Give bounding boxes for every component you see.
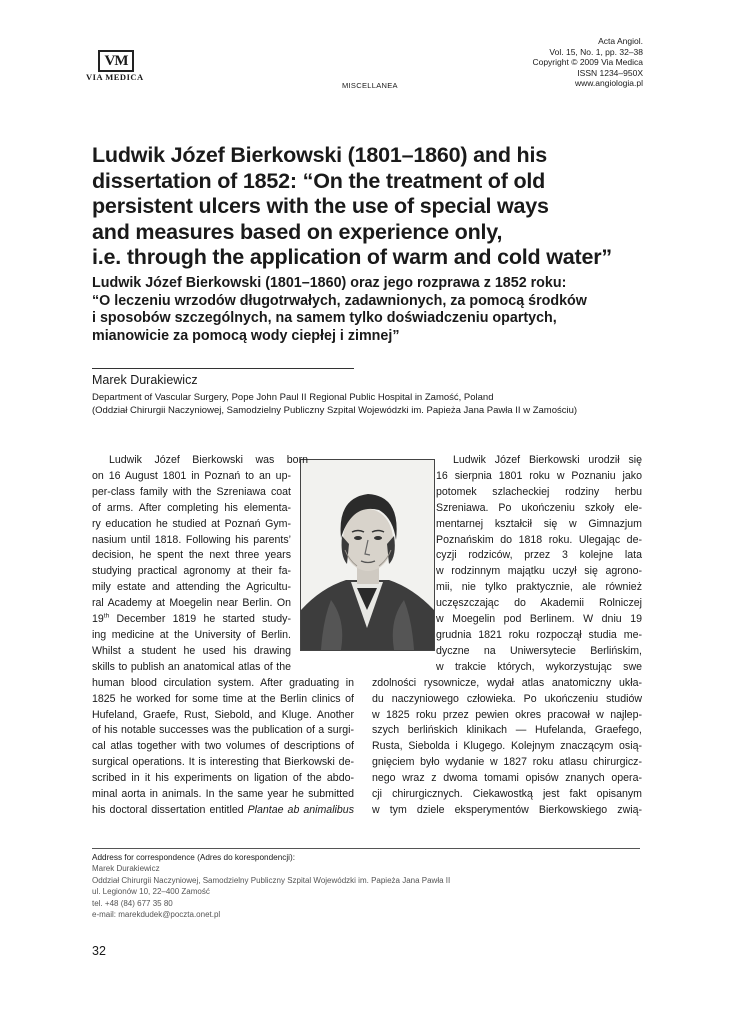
text-line: scribed in it his experiments on ligation of the abdo- <box>92 772 354 785</box>
title-line: mianowicie za pomocą wody ciepłej i zimnej” <box>92 327 400 344</box>
text-line: w Moegelin pod Berlinem. W dniu 19 <box>436 613 642 626</box>
correspondence-line: Marek Durakiewicz <box>92 864 160 874</box>
text-line: human blood circulation system. After graduating in <box>92 676 354 689</box>
text-line: cyzji rodziców, przez 3 kolejne lata <box>436 549 642 562</box>
text-line: w rodzinnym majątku uczył się agrono- <box>436 565 642 578</box>
page-number: 32 <box>92 944 106 958</box>
publisher-logo: VM <box>98 50 134 72</box>
text-line: du naczyniowego człowieka. Po ukończeniu studiów <box>372 692 642 705</box>
publisher-name: VIA MEDICA <box>86 72 144 82</box>
journal-url[interactable]: www.angiologia.pl <box>574 78 643 89</box>
correspondence-line: tel. +48 (84) 677 35 80 <box>92 898 173 908</box>
ordinal-suffix: th <box>103 612 110 620</box>
title-line: and measures based on experience only, <box>92 219 503 244</box>
text-line: gnięciem było wydanie w 1827 roku atlasu chirurgicz- <box>372 756 642 769</box>
text-line: Hufeland, Graefe, Rust, Siebold, and Kluge. Another <box>92 708 354 721</box>
correspondence-email[interactable]: e-mail: marekdudek@poczta.onet.pl <box>92 910 221 920</box>
text-line: uczęszczając do Akademii Rolniczej <box>436 597 642 610</box>
text-line: cal atlas together with two volumes of descriptions of <box>92 740 354 753</box>
affiliation <box>92 392 652 417</box>
journal-line: Vol. 15, No. 1, pp. 32–38 <box>549 46 643 57</box>
text-line: potomek szlacheckiej rodziny herbu <box>436 485 642 498</box>
text-line: mii, nie tylko praktycznie, ale również <box>436 581 642 594</box>
title-line: i.e. through the application of warm and cold water” <box>92 245 612 269</box>
text-line: mentarnej kształcił się w Gimnazjum <box>436 517 642 530</box>
author-divider <box>92 368 354 369</box>
date-day: 19 <box>92 613 104 626</box>
title-line: i sposobów szczególnych, na samem tylko doświadczeniu opartych, <box>92 310 557 326</box>
author-name: Marek Durakiewicz <box>92 373 198 387</box>
text-line: szych berlińskich klinikach — Hufelanda, Graefego, <box>372 724 642 737</box>
journal-line: Copyright © 2009 Via Medica <box>532 57 643 68</box>
journal-line: Acta Angiol. <box>598 36 643 46</box>
article-title-polish <box>92 275 652 345</box>
text-line: grudnia 1821 roku rozpoczął studia me- <box>436 628 642 641</box>
text-line: on 16 August 1801 in Poznań to an up- <box>92 469 291 482</box>
correspondence-line: ul. Legionów 10, 22–400 Zamość <box>92 887 210 897</box>
text-line: ing medicine at the University of Berlin. <box>92 628 291 641</box>
text-line: 1825 he worked for some time at the Berlin clinics of <box>92 692 354 705</box>
title-line: persistent ulcers with the use of special ways <box>92 194 549 218</box>
correspondence-divider <box>92 848 640 849</box>
text-line: ry education he studied at Poznań Gym- <box>92 517 291 530</box>
text-line: ral Academy at Moegelin near Berlin. On <box>92 597 291 610</box>
text-line: Rusta, Siebolda i Klugego. Kolejnym znaczącym osią- <box>372 740 642 753</box>
text-line: nego wraz z dwoma tomami opisów znanych opera- <box>372 772 642 785</box>
text-line <box>92 612 291 628</box>
correspondence-heading: Address for correspondence (Adres do korespondencji): <box>92 853 295 862</box>
text-line: Szreniawa. Po ukończeniu szkoły ele- <box>436 501 642 514</box>
text-line: of his notable successes was the publication of a surgi- <box>92 724 354 737</box>
journal-line: ISSN 1234–950X <box>577 67 643 78</box>
text-line: Ludwik Józef Bierkowski urodził się <box>453 454 642 466</box>
correspondence-block <box>92 852 450 920</box>
text-line: mily estate and attending the Agricultu- <box>92 581 291 594</box>
text-line: Whilst a student he used his drawing <box>92 644 291 657</box>
italic-title: Plantae ab animalibus <box>247 803 354 816</box>
title-line: Ludwik Józef Bierkowski (1801–1860) and his <box>92 143 548 167</box>
affiliation-line: Department of Vascular Surgery, Pope John Paul II Regional Public Hospital in Zamość, Poland <box>92 392 494 403</box>
text-line: 16 sierpnia 1801 roku w Poznaniu jako <box>436 469 642 482</box>
title-line: “O leczeniu wrzodów długotrwałych, zadawnionych, za pomocą środków <box>92 292 587 309</box>
text-line: minal aorta in animals. In the same year he submitted <box>92 788 354 801</box>
text-line: studying practical agronomy at their fa- <box>92 565 291 578</box>
text-line: dyczne na Uniwersytecie Berlińskim, <box>436 644 642 657</box>
text-line: Ludwik Józef Bierkowski was born <box>109 454 308 466</box>
text-line: w 1825 roku przez pewien okres pracował w najlep- <box>372 708 642 721</box>
article-title-english <box>92 143 672 271</box>
text-fragment: December 1819 he started study- <box>109 613 291 626</box>
text-line <box>92 803 354 819</box>
text-line: cji chirurgicznych. Ciekawostką jest fakt opisanym <box>372 788 642 801</box>
correspondence-line: Oddział Chirurgii Naczyniowej, Samodzielny Publiczny Szpital Wojewódzki im. Papieża Jana Pawła II <box>92 875 451 885</box>
body-text-polish <box>372 453 642 819</box>
affiliation-line: (Oddział Chirurgii Naczyniowej, Samodzielny Publiczny Szpital Wojewódzki im. Papieża Jana Pawła II w Zamościu) <box>92 404 578 416</box>
text-fragment: his doctoral dissertation entitled <box>92 803 248 816</box>
text-line: per-class family with the Szreniawa coat <box>92 485 291 498</box>
text-line: surgical operations. It is interesting that Bierkowski de- <box>92 756 354 769</box>
section-label: MISCELLANEA <box>342 81 398 90</box>
journal-info <box>532 36 643 89</box>
text-line: zdolności rysownicze, wydał atlas anatomiczny ukła- <box>372 676 642 689</box>
body-text-english <box>92 453 354 819</box>
title-line: dissertation of 1852: “On the treatment of old <box>92 168 546 193</box>
text-line: w trakcie których, wykorzystując swe <box>436 660 642 673</box>
title-line: Ludwik Józef Bierkowski (1801–1860) oraz jego rozprawa z 1852 roku: <box>92 275 567 291</box>
text-line: Poznańskim do 1818 roku. Ulegając de- <box>436 533 642 546</box>
text-line: skills to publish an anatomical atlas of the <box>92 660 291 673</box>
text-line: w tym dziele eksperymentów Bierkowskiego zwią- <box>372 803 642 816</box>
text-line: nasium until 1818. Following his parents’ <box>92 533 291 546</box>
text-line: of arms. After completing his elementa- <box>92 501 291 514</box>
text-line: decision, he spent the next three years <box>92 549 291 562</box>
